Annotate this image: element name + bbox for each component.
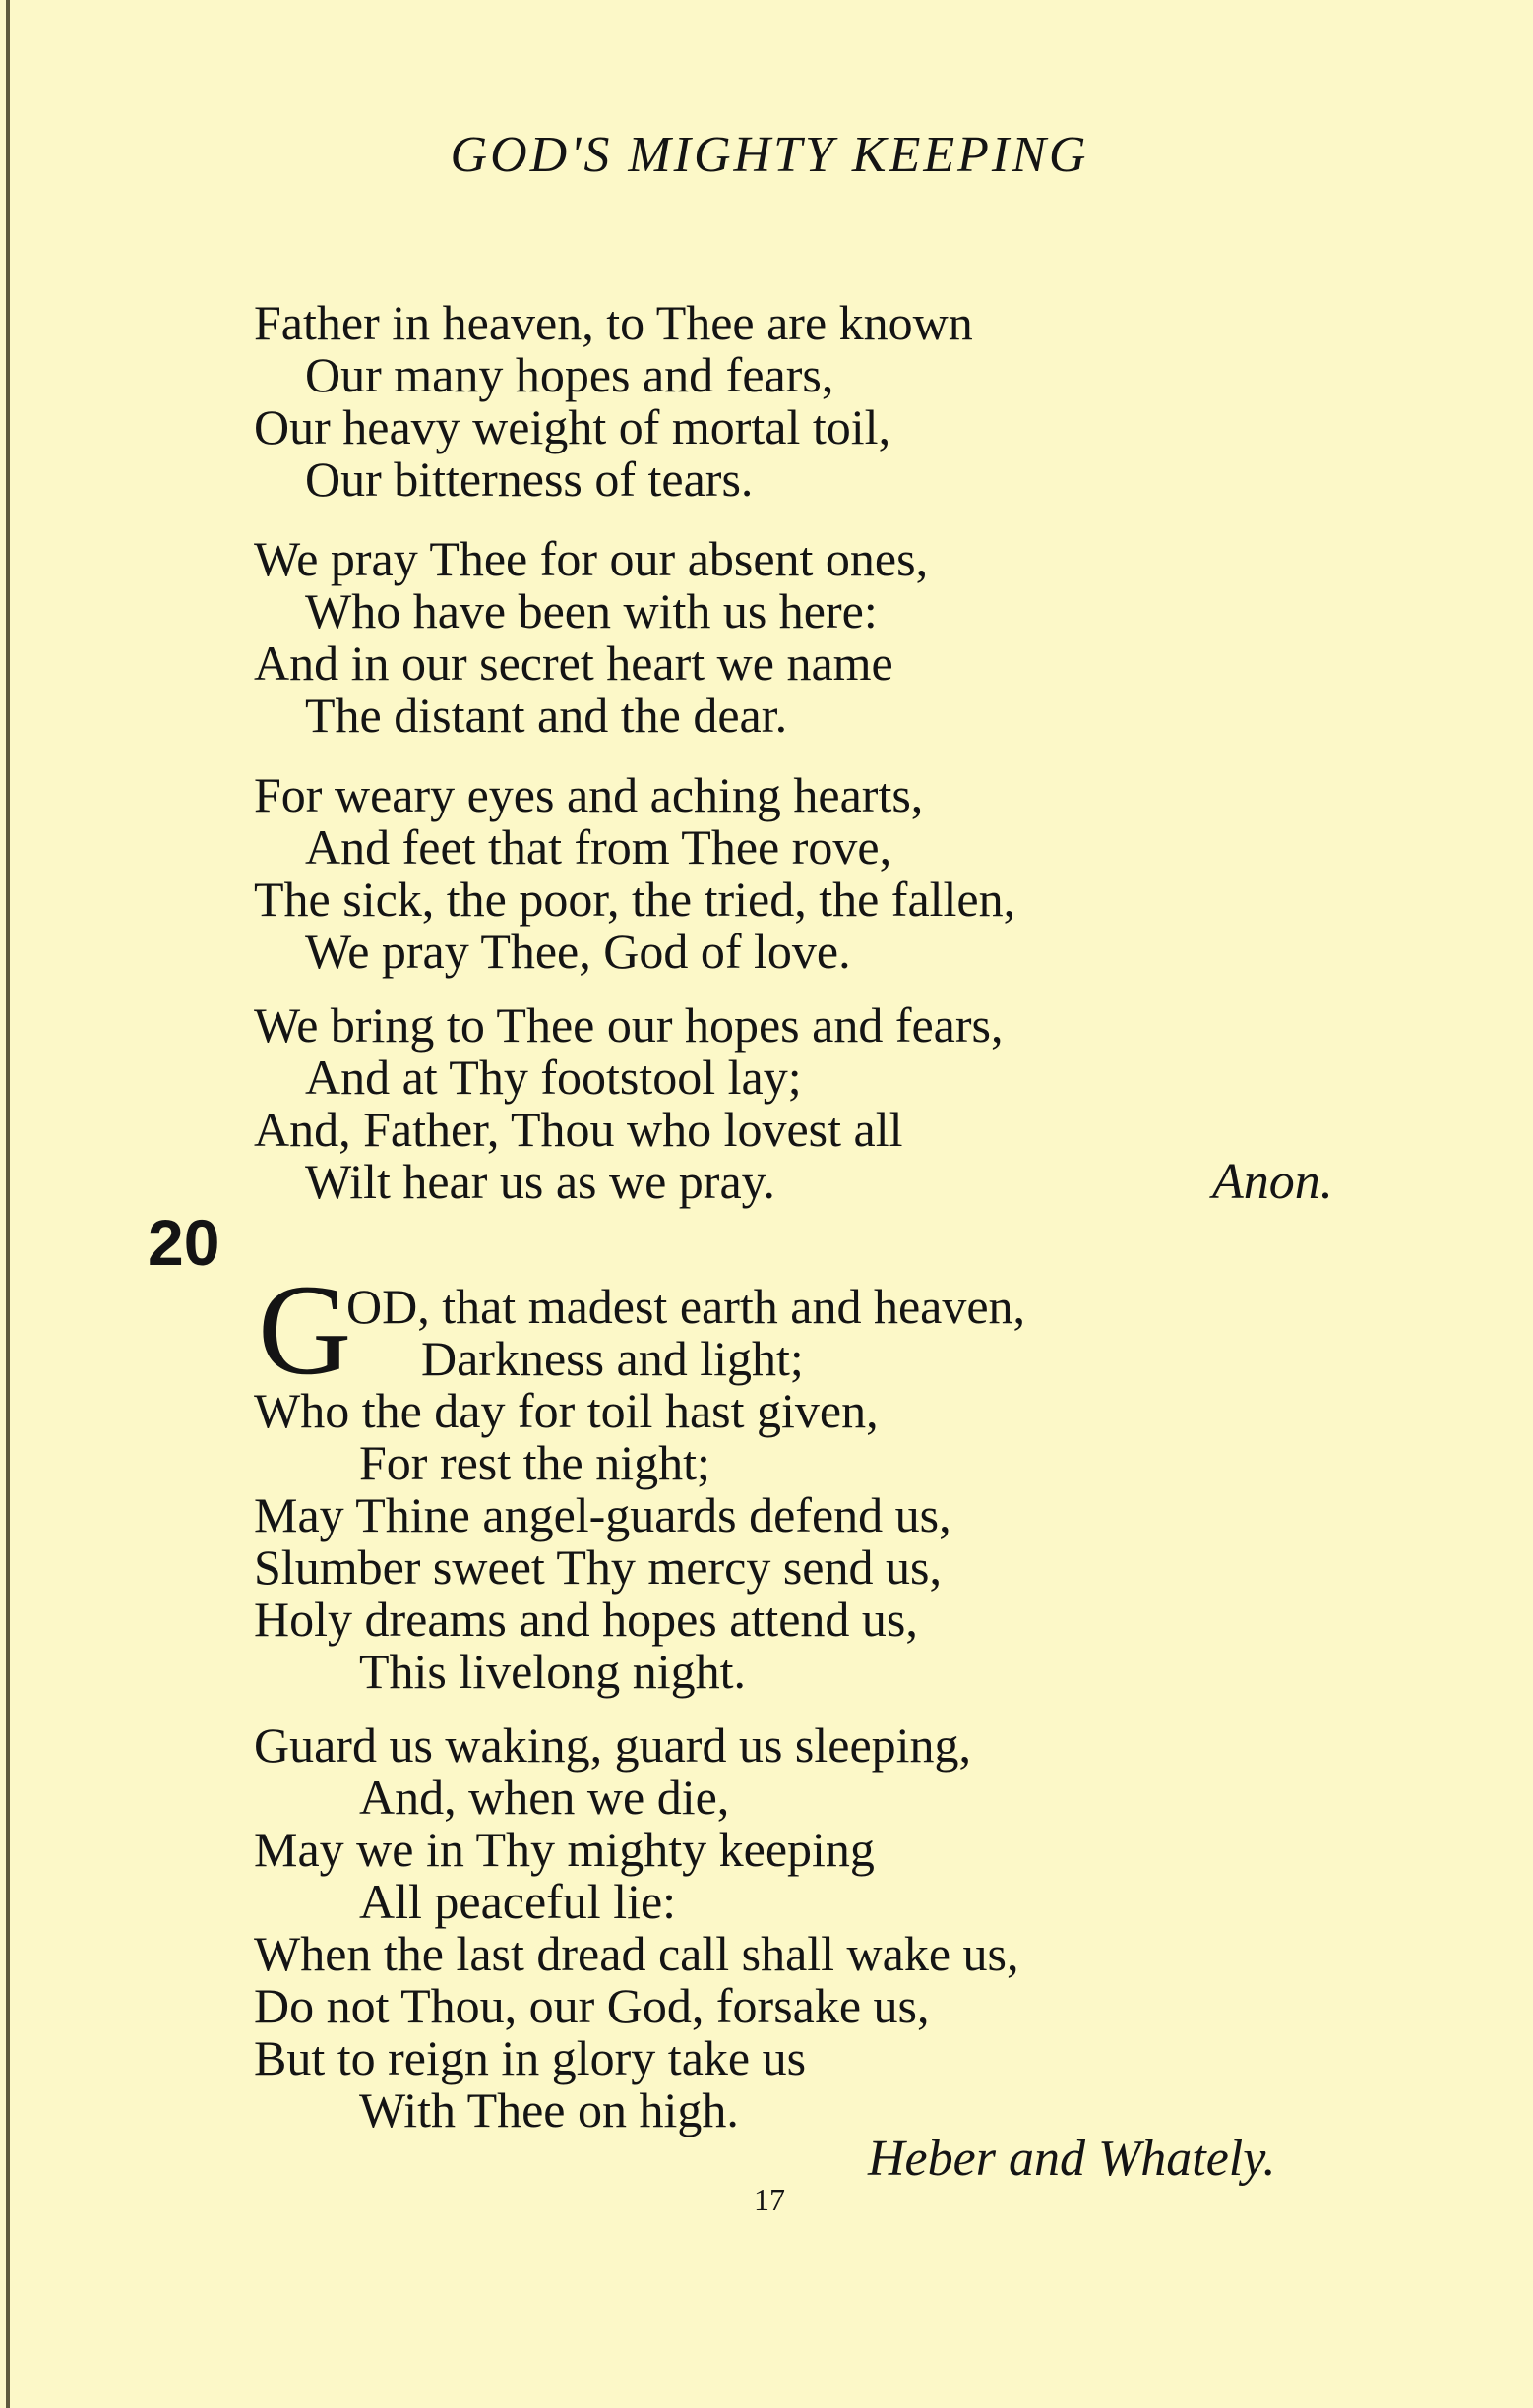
verse-line: We pray Thee, God of love. [305, 924, 851, 979]
drop-cap: G [258, 1257, 352, 1402]
verse-line: Slumber sweet Thy mercy send us, [254, 1539, 942, 1595]
verse-line: May we in Thy mighty keeping [254, 1822, 875, 1877]
verse-line: And in our secret heart we name [254, 635, 893, 691]
verse-line: Wilt hear us as we pray. [305, 1154, 775, 1209]
verse-line: Do not Thou, our God, forsake us, [254, 1978, 930, 2033]
verse-line: With Thee on high. [359, 2082, 739, 2137]
verse-line: Holy dreams and hopes attend us, [254, 1592, 918, 1647]
verse-line: OD, that madest earth and heaven, [346, 1279, 1026, 1334]
verse-line: But to reign in glory take us [254, 2030, 807, 2085]
verse-line: Our bitterness of tears. [305, 452, 754, 507]
verse-line: Guard us waking, guard us sleeping, [254, 1717, 972, 1773]
verse-line: And, Father, Thou who lovest all [254, 1102, 903, 1157]
verse-line: This livelong night. [359, 1644, 747, 1699]
verse-line: Darkness and light; [421, 1331, 804, 1386]
page-binding-edge [6, 0, 10, 2408]
verse-line: And feet that from Thee rove, [305, 819, 892, 874]
running-head: GOD'S MIGHTY KEEPING [450, 127, 1089, 183]
verse-line: Our many hopes and fears, [305, 347, 834, 402]
page-number: 17 [754, 2182, 785, 2217]
attribution-anon: Anon. [1212, 1154, 1333, 1210]
verse-line: Who have been with us here: [305, 583, 878, 638]
verse-line: Our heavy weight of mortal toil, [254, 399, 891, 454]
verse-line: The distant and the dear. [305, 688, 788, 743]
verse-line: We pray Thee for our absent ones, [254, 531, 929, 586]
verse-line: For rest the night; [359, 1435, 710, 1490]
verse-line: All peaceful lie: [359, 1874, 677, 1929]
verse-line: And at Thy footstool lay; [305, 1050, 802, 1105]
verse-line: We bring to Thee our hopes and fears, [254, 997, 1004, 1053]
verse-line: When the last dread call shall wake us, [254, 1926, 1019, 1981]
verse-line: For weary eyes and aching hearts, [254, 767, 924, 822]
verse-line: Who the day for toil hast given, [254, 1383, 879, 1438]
hymn-number: 20 [148, 1206, 220, 1279]
verse-line: The sick, the poor, the tried, the fallen, [254, 872, 1016, 927]
attribution-heber-whately: Heber and Whately. [868, 2131, 1276, 2187]
verse-line: May Thine angel-guards defend us, [254, 1487, 951, 1542]
verse-line: And, when we die, [359, 1770, 730, 1825]
verse-line: Father in heaven, to Thee are known [254, 295, 973, 350]
